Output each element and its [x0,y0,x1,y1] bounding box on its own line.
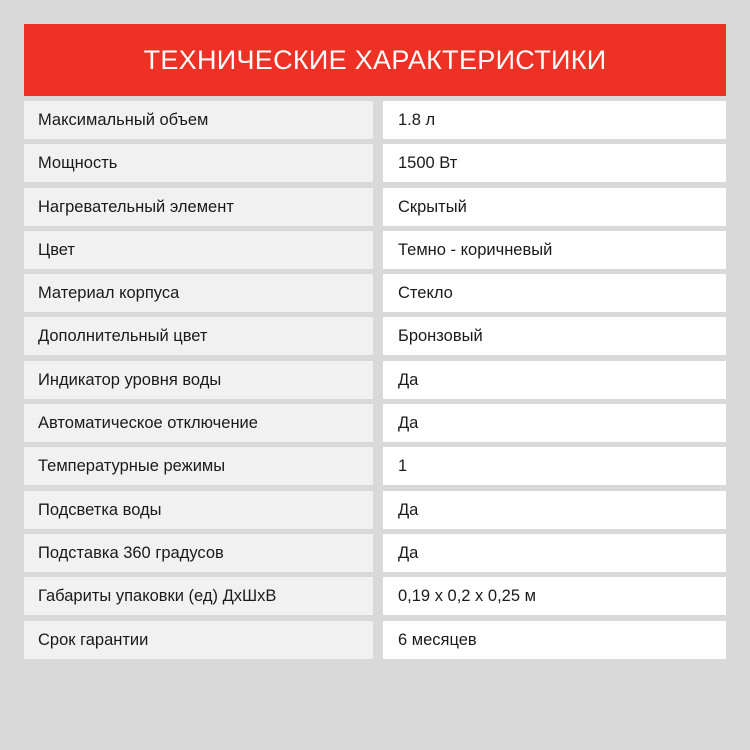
spec-row-temperature-modes [24,447,726,485]
spec-value: Бронзовый [383,317,726,355]
spec-label: Материал корпуса [24,274,373,312]
spec-row-auto-shutoff [24,404,726,442]
spec-label: Подставка 360 градусов [24,534,373,572]
spec-label: Температурные режимы [24,447,373,485]
spec-label: Автоматическое отключение [24,404,373,442]
spec-row-additional-color [24,317,726,355]
spec-row-water-level-indicator [24,361,726,399]
spec-label: Габариты упаковки (ед) ДхШхВ [24,577,373,615]
spec-row-package-dimensions [24,577,726,615]
spec-label: Подсветка воды [24,491,373,529]
spec-value: Да [383,534,726,572]
spec-value: Да [383,361,726,399]
spec-value: Да [383,404,726,442]
spec-label: Цвет [24,231,373,269]
spec-value: 6 месяцев [383,621,726,659]
spec-row-max-volume [24,101,726,139]
spec-table [24,101,726,664]
spec-label: Индикатор уровня воды [24,361,373,399]
spec-value: 0,19 х 0,2 х 0,25 м [383,577,726,615]
spec-label: Мощность [24,144,373,182]
spec-label: Срок гарантии [24,621,373,659]
spec-row-heating-element [24,188,726,226]
spec-value: 1 [383,447,726,485]
spec-label: Дополнительный цвет [24,317,373,355]
spec-value: Темно - коричневый [383,231,726,269]
spec-value: Да [383,491,726,529]
spec-row-warranty [24,621,726,659]
header-banner [24,24,726,96]
spec-value: Скрытый [383,188,726,226]
spec-row-body-material [24,274,726,312]
spec-row-360-base [24,534,726,572]
spec-row-power [24,144,726,182]
page-title: ТЕХНИЧЕСКИЕ ХАРАКТЕРИСТИКИ [143,44,607,75]
spec-label: Максимальный объем [24,101,373,139]
spec-label: Нагревательный элемент [24,188,373,226]
spec-row-water-backlight [24,491,726,529]
spec-value: Стекло [383,274,726,312]
spec-row-color [24,231,726,269]
spec-value: 1.8 л [383,101,726,139]
spec-value: 1500 Вт [383,144,726,182]
